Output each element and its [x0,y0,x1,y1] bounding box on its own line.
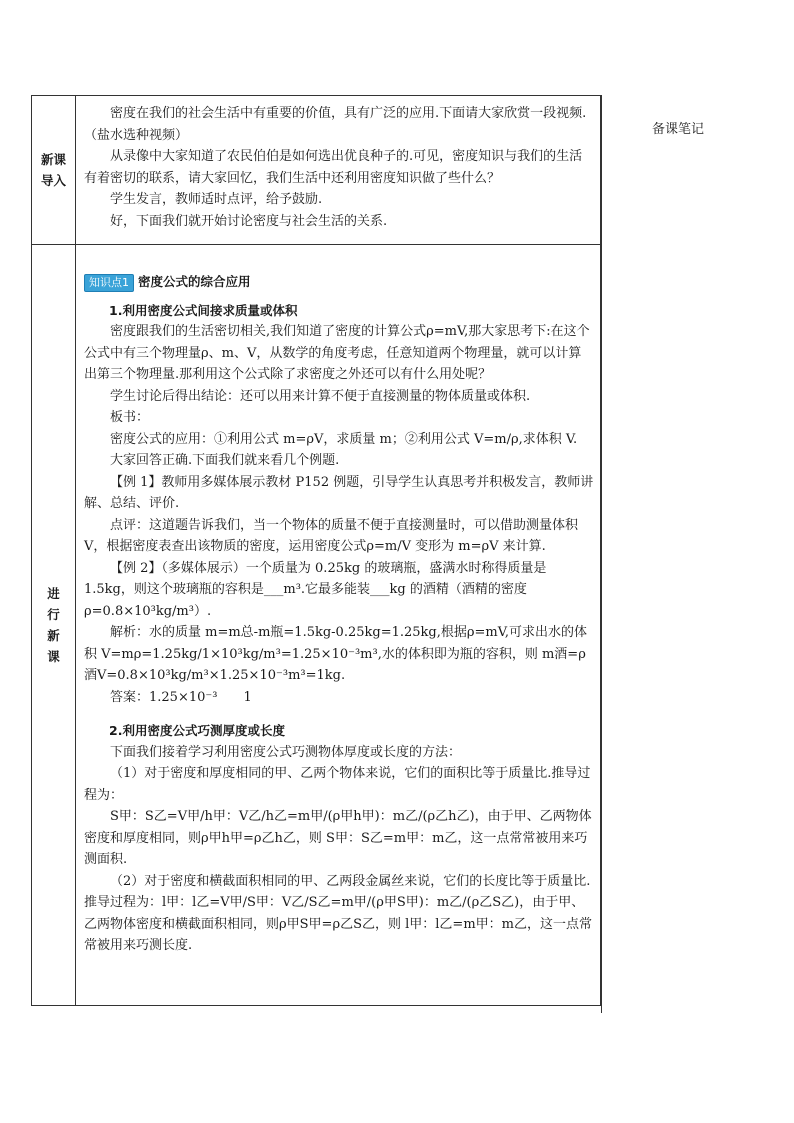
intro-paragraph: 好，下面我们就开始讨论密度与社会生活的关系. [110,213,388,229]
comment-paragraph: 点评：这道题告诉我们，当一个物体的质量不便于直接测量时，可以借助测量体积 V，根据密度表查出该物质的密度，运用密度公式ρ=m/V 变形为 m=ρV 来计算. [84,517,579,554]
row-label-intro-line2: 导入 [40,173,66,188]
new-lesson-content [76,245,601,1006]
side-notes-heading: 备课笔记 [652,122,705,137]
row-label-intro-line1: 新课 [40,152,66,167]
section-paragraph: 大家回答正确.下面我们就来看几个例题. [110,453,340,468]
section-gap [84,708,594,720]
knowledge-point-title: 密度公式的综合应用 [138,274,251,289]
notes-divider [601,95,602,1013]
intro-content [76,96,601,245]
row-label-new-lesson [32,245,76,1006]
row-label-char: 新 [47,628,60,643]
intro-paragraph: 密度在我们的社会生活中有重要的价值，具有广泛的应用.下面请大家欣赏一段视频.（盐水选种视频） [84,106,587,143]
knowledge-point-badge: 知识点1 [84,274,134,292]
section-paragraph: 密度跟我们的生活密切相关,我们知道了密度的计算公式ρ=mV,那大家思考下:在这个公式中有三个物理量ρ、m、V，从数学的角度考虑，任意知道两个物理量，就可以计算出第三个物理量.那利用这个公式除了求密度之外还可以有什么用处呢？ [84,324,590,382]
section-heading-2: 2.利用密度公式巧测厚度或长度 [109,723,285,738]
section-heading-1: 1.利用密度公式间接求质量或体积 [109,302,298,318]
section-paragraph: S甲：S乙=V甲/h甲：V乙/h乙=m甲/(ρ甲h甲)：m乙/(ρ乙h乙)，由于甲、乙两物体密度和厚度相同，则ρ甲h甲=ρ乙h乙，则 S甲：S乙=m甲：m乙，这一点常常被用来巧测面积. [84,809,592,867]
row-label-char: 进 [47,586,60,601]
example-1: 【例 1】教师用多媒体展示教材 P152 例题，引导学生认真思考并积极发言，教师讲解、总结、评价. [84,474,594,511]
row-label-char: 行 [47,607,60,622]
knowledge-point-header [84,271,594,294]
solution-paragraph: 解析：水的质量 m=m总-m瓶=1.5kg-0.25kg=1.25kg,根据ρ=mV,可求出水的体积 V=mρ=1.25kg/1×10³kg/m³=1.25×10⁻³m³,水的体积即为瓶的容积，则 m酒=ρ酒V=0.8×10³kg/m³×1.25×10⁻³m³=1kg. [84,625,587,683]
section-paragraph: 板书： [110,410,150,425]
section-paragraph: （1）对于密度和厚度相同的甲、乙两个物体来说，它们的面积比等于质量比.推导过程为： [84,766,591,803]
section-paragraph: （2）对于密度和横截面积相同的甲、乙两段金属丝来说，它们的长度比等于质量比.推导过程为：l甲：l乙=V甲/S甲：V乙/S乙=m甲/(ρ甲S甲)：m乙/(ρ乙S乙)，由于甲、乙两物体密度和横截面积相同，则ρ甲S甲=ρ乙S乙，则 l甲：l乙=m甲：m乙，这一点常常被用来巧测长度. [84,873,592,953]
table-row-new-lesson [32,245,601,1006]
row-label-char: 课 [47,649,60,664]
row-label-intro [32,96,76,245]
lesson-plan-table [31,95,601,1006]
answer-line: 答案：1.25×10⁻³ 1 [110,689,252,705]
section-paragraph: 密度公式的应用：①利用公式 m=ρV，求质量 m；②利用公式 V=m/ρ,求体积 V. [110,431,578,447]
section-paragraph: 下面我们接着学习利用密度公式巧测物体厚度或长度的方法： [110,744,462,760]
intro-paragraph: 学生发言，教师适时点评，给予鼓励. [110,192,323,207]
example-2: 【例 2】（多媒体展示）一个质量为 0.25kg 的玻璃瓶，盛满水时称得质量是 1.5kg，则这个玻璃瓶的容积是___m³.它最多能装___kg 的酒精（酒精的密度ρ=0.8×10³kg/m³）. [84,560,547,619]
table-row-intro [32,96,601,245]
intro-paragraph: 从录像中大家知道了农民伯伯是如何选出优良种子的.可见，密度知识与我们的生活有着密切的联系，请大家回忆，我们生活中还利用密度知识做了些什么？ [84,149,583,186]
section-paragraph: 学生讨论后得出结论：还可以用来计算不便于直接测量的物体质量或体积. [110,388,531,404]
